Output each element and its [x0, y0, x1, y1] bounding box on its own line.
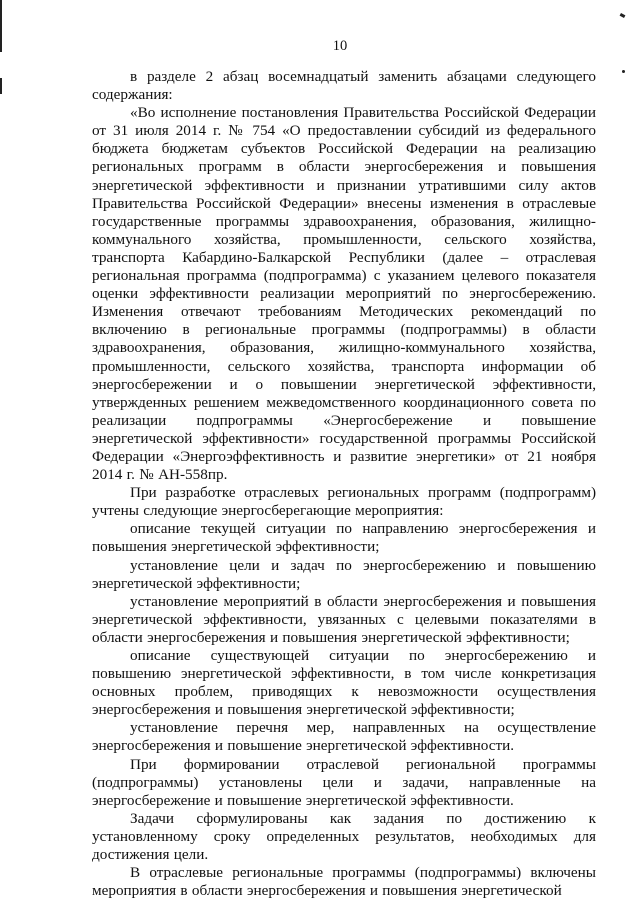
scan-speck-mark: [622, 70, 625, 73]
page-number: 10: [332, 38, 348, 54]
document-body: [92, 68, 596, 900]
paragraph-measure-current-situation: описание текущей ситуации по направлению энергосбережения и повышения энергетической эффективности;: [92, 520, 596, 556]
paragraph-program-goals: При формировании отраслевой региональной программы (подпрограммы) установлены цели и задачи, направленные на энергосбережение и повышение энергетической эффективности.: [92, 755, 596, 809]
paragraph-measure-list: установление перечня мер, направленных на осуществление энергосбережения и повышение энергетической эффективности.: [92, 719, 596, 755]
paragraph-measures-intro: При разработке отраслевых региональных программ (подпрограмм) учтены следующие энергосберегающие мероприятия:: [92, 484, 596, 520]
paragraph-amendment-intro: в разделе 2 абзац восемнадцатый заменить абзацами следующего содержания:: [92, 68, 596, 104]
paragraph-measure-existing-situation: описание существующей ситуации по энергосбережению и повышению энергетической эффективности, в том числе конкретизация основных проблем, приводящих к невозможности осуществления энергосбережения и повышения энергетической эффективности;: [92, 647, 596, 719]
paragraph-measure-goals: установление цели и задач по энергосбережению и повышению энергетической эффективности;: [92, 556, 596, 592]
paragraph-resolution: «Во исполнение постановления Правительства Российской Федерации от 31 июля 2014 г. № 754 «О предоставлении субсидий из федерального бюджета бюджетам субъектов Российской Федерации на реализацию региональных программ в области энергосбережения и повышения энергетической эффективности и признании утратившими силу актов Правительства Российской Федерации» внесены изменения в отраслевые государственные программы здравоохранения, образования, жилищно-коммунального хозяйства, промышленности, сельского хозяйства, транспорта Кабардино-Балкарской Республики (далее – отраслевая региональная программа (подпрограмма) с указанием целевого показателя оценки эффективности реализации мероприятий по энергосбережению. Изменения отвечают требованиям Методических рекомендаций по включению в региональные программы (подпрограммы) в области здравоохранения, образования, жилищно-коммунального хозяйства, промышленности, сельского хозяйства, транспорта информации об энергосбережении и о повышении энергетической эффективности, утвержденных решением межведомственного координационного совета по реализации подпрограммы «Энергосбережение и повышение энергетической эффективности» государственной программы Российской Федерации «Энергоэффективность и развитие энергетики» от 21 ноября 2014 г. № АН-558пр.: [92, 104, 596, 484]
paragraph-measure-activities: установление мероприятий в области энергосбережения и повышения энергетической эффективности, увязанных с целевыми показателями в области энергосбережения и повышения энергетической эффективности;: [92, 592, 596, 646]
scan-speck-mark: [620, 13, 626, 18]
paragraph-tasks: Задачи сформулированы как задания по достижению к установленному сроку определенных результатов, необходимых для достижения цели.: [92, 809, 596, 864]
scan-edge-mark: [0, 78, 2, 94]
paragraph-included-measures: В отраслевые региональные программы (подпрограммы) включены мероприятия в области энергосбережения и повышения энергетической: [92, 864, 596, 900]
